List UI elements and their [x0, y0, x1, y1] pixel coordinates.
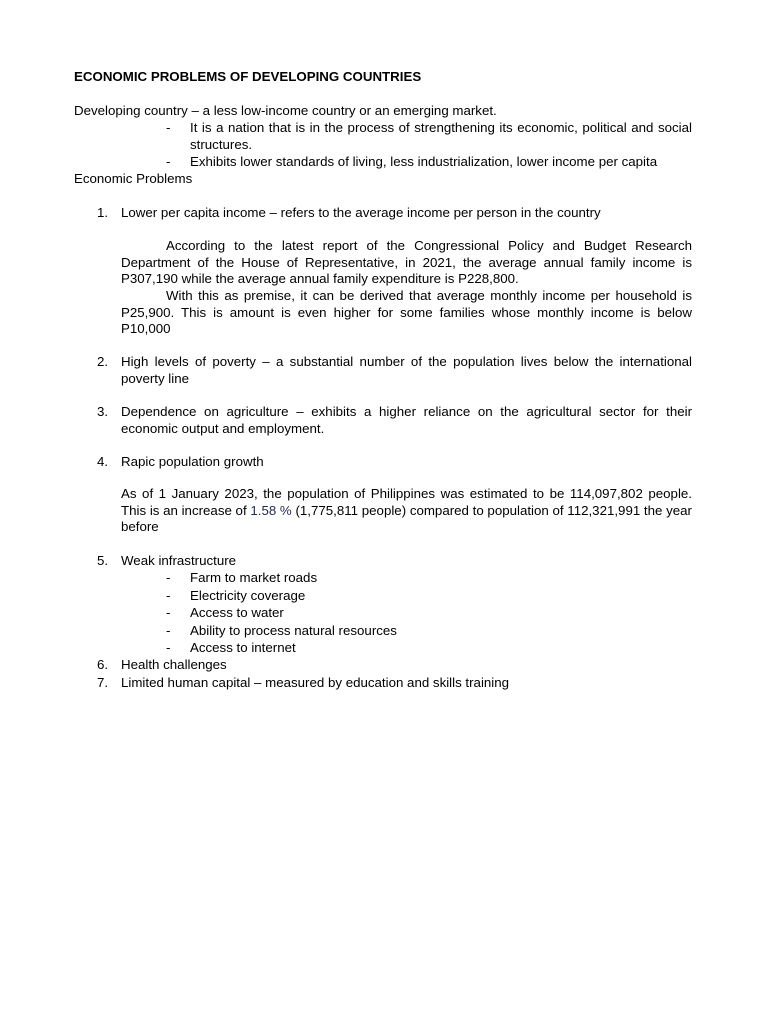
- definition-bullet-2: Exhibits lower standards of living, less industrialization, lower income per capita: [190, 154, 658, 169]
- list-number: 1.: [97, 205, 109, 220]
- bullet-dash: -: [166, 120, 171, 135]
- population-paragraph: [121, 486, 692, 536]
- list-item-text: Weak infrastructure: [121, 553, 237, 568]
- population-text-before: As of 1 January 2023, the population of Philippines was estimated to be 114,097,802 people. This is an increase of: [121, 486, 692, 518]
- list-number: 3.: [97, 404, 109, 419]
- section-heading: Economic Problems: [74, 171, 193, 186]
- infrastructure-bullet: Access to water: [190, 605, 284, 620]
- list-number: 7.: [97, 675, 109, 690]
- definition-text: Developing country – a less low-income country or an emerging market.: [74, 103, 497, 118]
- list-item-text: Limited human capital – measured by education and skills training: [121, 675, 510, 690]
- growth-rate-highlight: 1.58 %: [250, 502, 292, 518]
- bullet-dash: -: [166, 605, 171, 620]
- income-paragraph-2: With this as premise, it can be derived that average monthly income per household is P25,900. This is amount is even higher for some families whose monthly income is below P10,000: [121, 288, 692, 337]
- bullet-dash: -: [166, 154, 171, 169]
- bullet-dash: -: [166, 640, 171, 655]
- list-number: 4.: [97, 454, 109, 469]
- list-number: 5.: [97, 553, 109, 568]
- document-title: ECONOMIC PROBLEMS OF DEVELOPING COUNTRIES: [74, 69, 422, 84]
- bullet-dash: -: [166, 588, 171, 603]
- bullet-dash: -: [166, 570, 171, 585]
- list-number: 2.: [97, 354, 109, 369]
- infrastructure-bullet: Ability to process natural resources: [190, 623, 397, 638]
- list-number: 6.: [97, 657, 109, 672]
- infrastructure-bullet: Access to internet: [190, 640, 296, 655]
- list-item-text: Lower per capita income – refers to the average income per person in the country: [121, 205, 601, 220]
- list-item-text: High levels of poverty – a substantial number of the population lives below the international poverty line: [121, 354, 692, 386]
- list-item-text: Rapic population growth: [121, 454, 264, 469]
- bullet-dash: -: [166, 623, 171, 638]
- definition-bullet-1: It is a nation that is in the process of strengthening its economic, political and social structures.: [190, 120, 692, 152]
- infrastructure-bullet: Electricity coverage: [190, 588, 306, 603]
- list-item-text: Health challenges: [121, 657, 227, 672]
- infrastructure-bullet: Farm to market roads: [190, 570, 318, 585]
- list-item-text: Dependence on agriculture – exhibits a higher reliance on the agricultural sector for their economic output and employment.: [121, 404, 692, 436]
- population-text-after: (1,775,811 people) compared to population of 112,321,991 the year before: [121, 502, 692, 535]
- income-paragraph-1: According to the latest report of the Congressional Policy and Budget Research Department of the House of Representative, in 2021, the average annual family income is P307,190 while the average annual family expenditure is P228,800.: [121, 238, 692, 287]
